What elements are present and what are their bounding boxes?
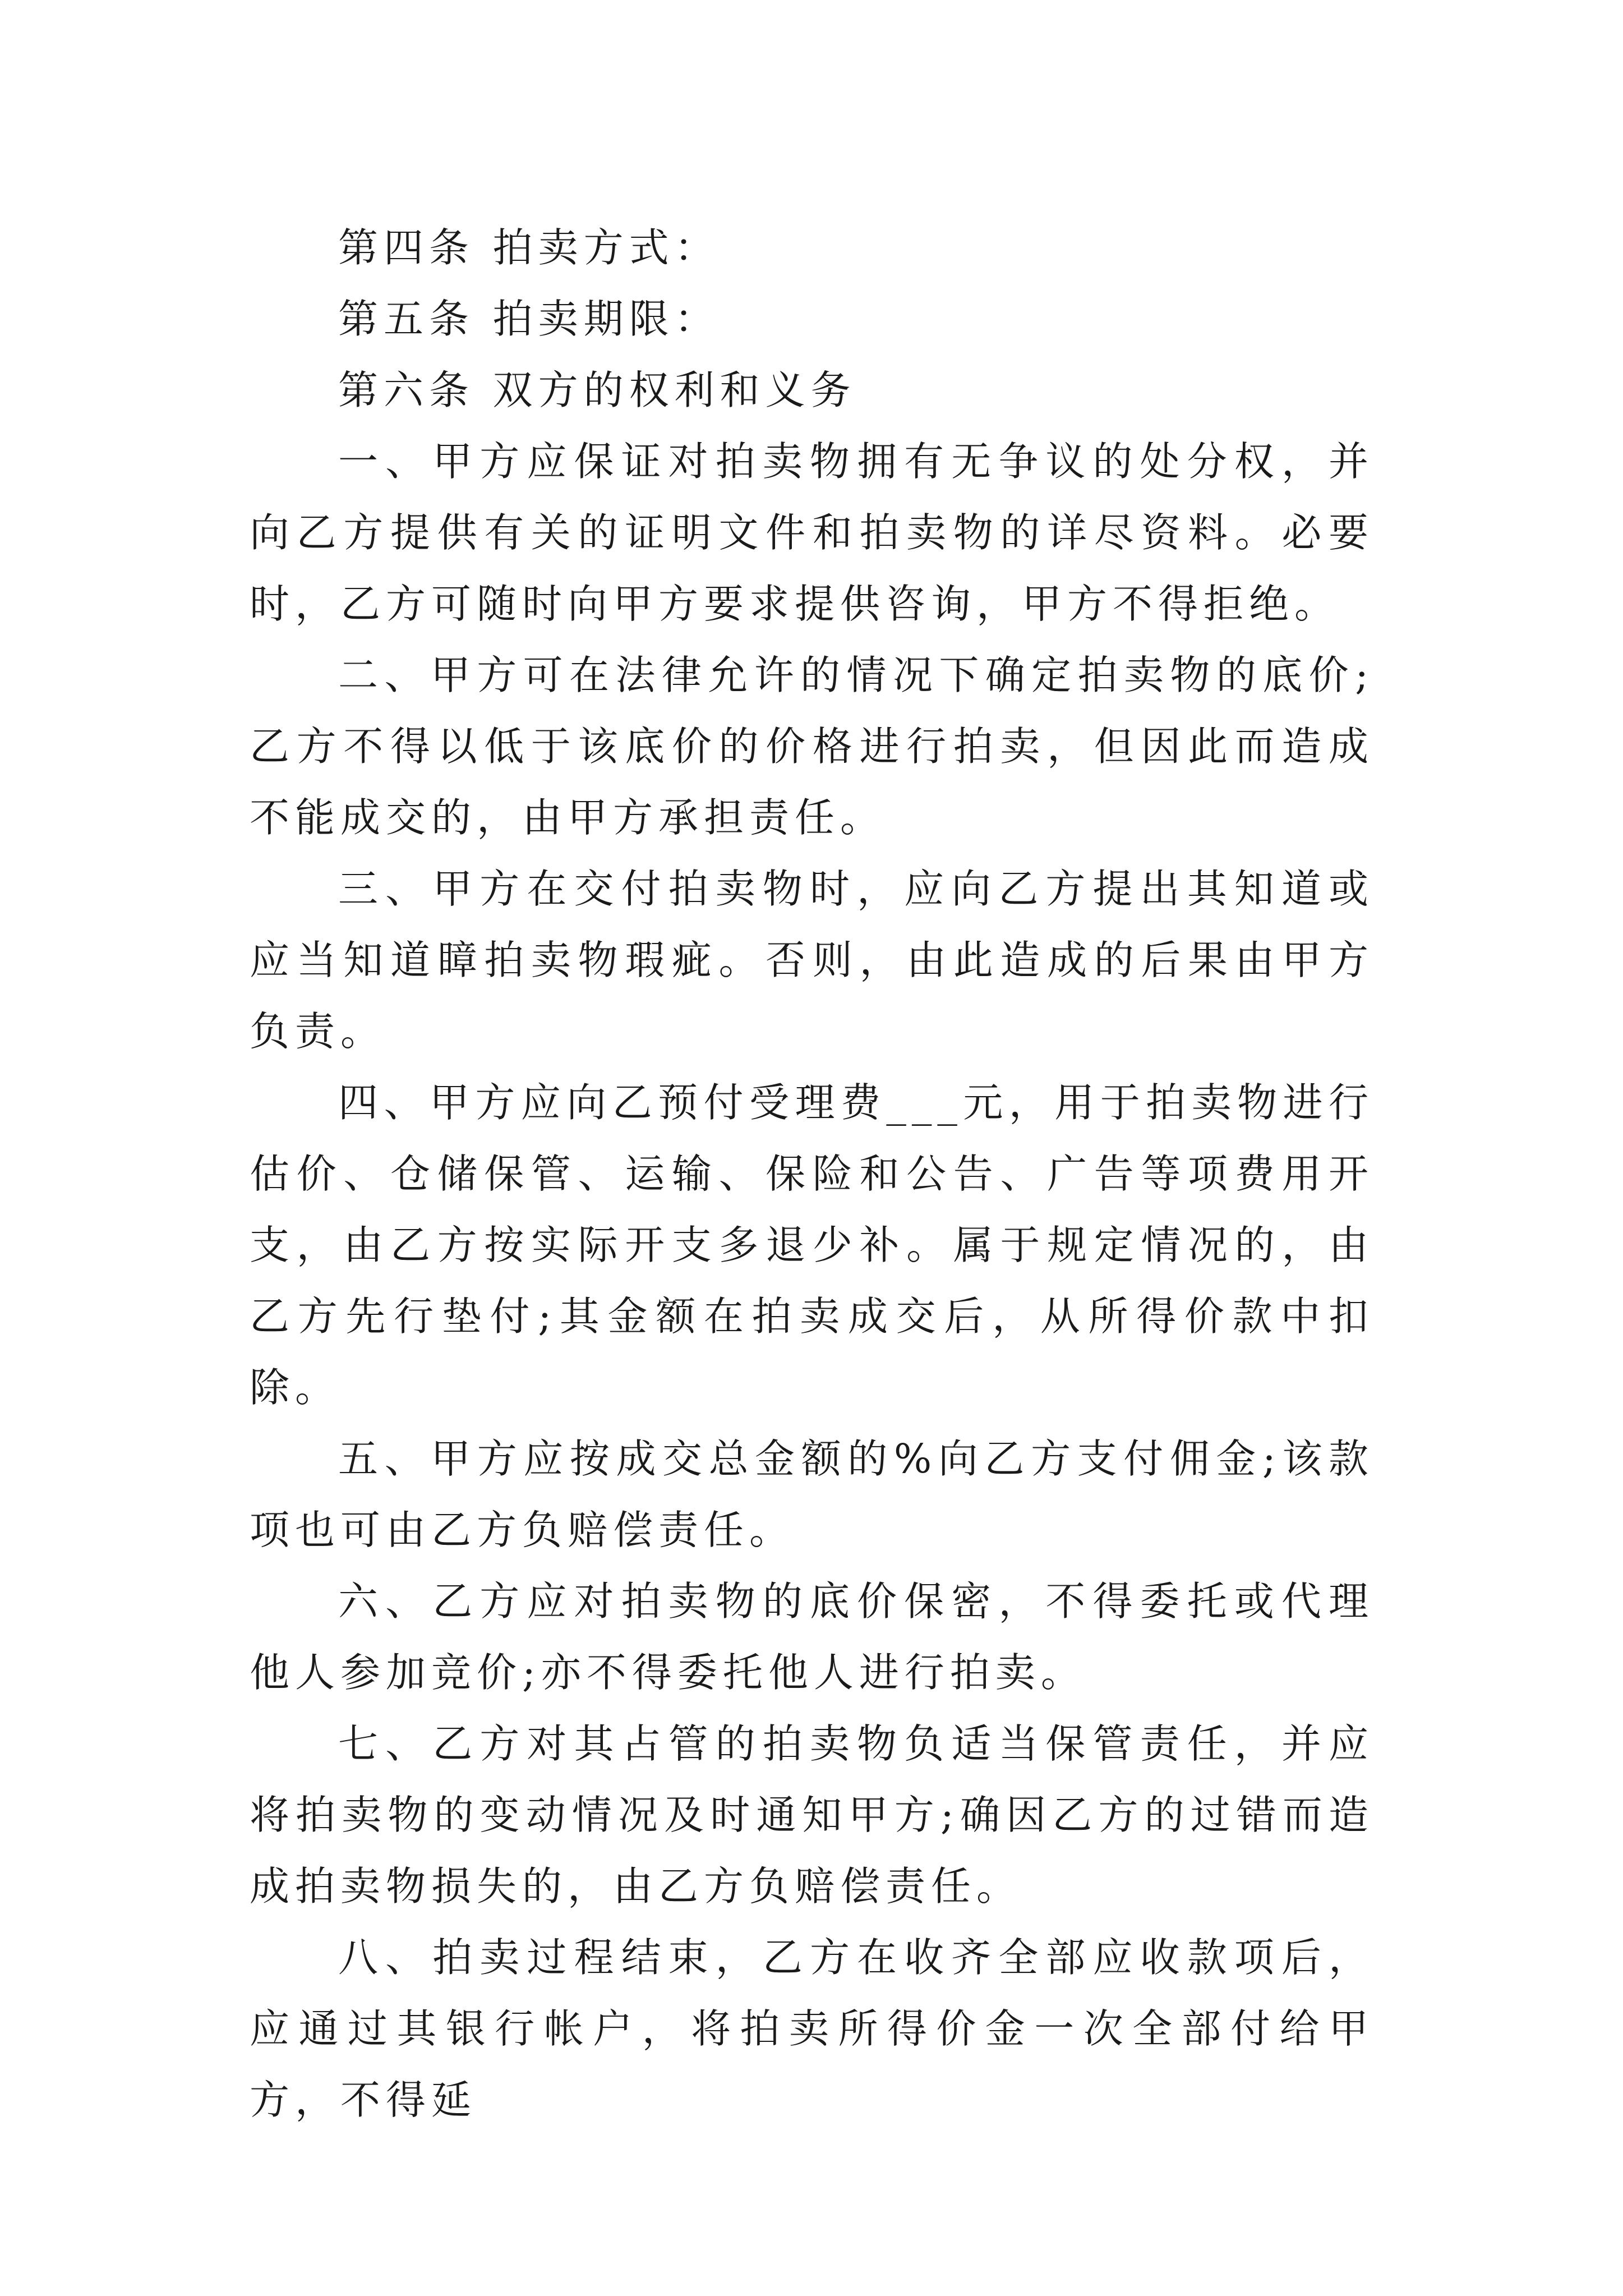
clause-1-paragraph: 一、甲方应保证对拍卖物拥有无争议的处分权，并向乙方提供有关的证明文件和拍卖物的详尽资料。必要时，乙方可随时向甲方要求提供咨询，甲方不得拒绝。 — [250, 438, 1374, 627]
clause-7-paragraph: 七、乙方对其占管的拍卖物负适当保管责任，并应将拍卖物的变动情况及时通知甲方;确因乙方的过错而造成拍卖物损失的，由乙方负赔偿责任。 — [250, 1720, 1374, 1910]
clause-5-paragraph: 五、甲方应按成交总金额的%向乙方支付佣金;该款项也可由乙方负赔偿责任。 — [250, 1435, 1374, 1553]
clause-2-paragraph: 二、甲方可在法律允许的情况下确定拍卖物的底价;乙方不得以低于该底价的价格进行拍卖，但因此而造成不能成交的，由甲方承担责任。 — [250, 652, 1374, 841]
article-6-heading: 第六条 双方的权利和义务 — [338, 367, 856, 413]
clause-6-paragraph: 六、乙方应对拍卖物的底价保密，不得委托或代理他人参加竞价;亦不得委托他人进行拍卖。 — [250, 1578, 1374, 1696]
article-4-heading: 第四条 拍卖方式： — [338, 224, 720, 271]
clause-3-paragraph: 三、甲方在交付拍卖物时，应向乙方提出其知道或应当知道瞕拍卖物瑕疵。否则，由此造成的后果由甲方负责。 — [250, 866, 1374, 1055]
article-5-heading: 第五条 拍卖期限： — [338, 296, 720, 342]
document-body — [250, 212, 1374, 2136]
clause-4-paragraph: 四、甲方应向乙预付受理费___元，用于拍卖物进行估价、仓储保管、运输、保险和公告、广告等项费用开支，由乙方按实际开支多退少补。属于规定情况的，由乙方先行垫付;其金额在拍卖成交后，从所得价款中扣除。 — [250, 1079, 1374, 1411]
clause-8-paragraph: 八、拍卖过程结束，乙方在收齐全部应收款项后，应通过其银行帐户，将拍卖所得价金一次全部付给甲方，不得延 — [250, 1934, 1374, 2123]
